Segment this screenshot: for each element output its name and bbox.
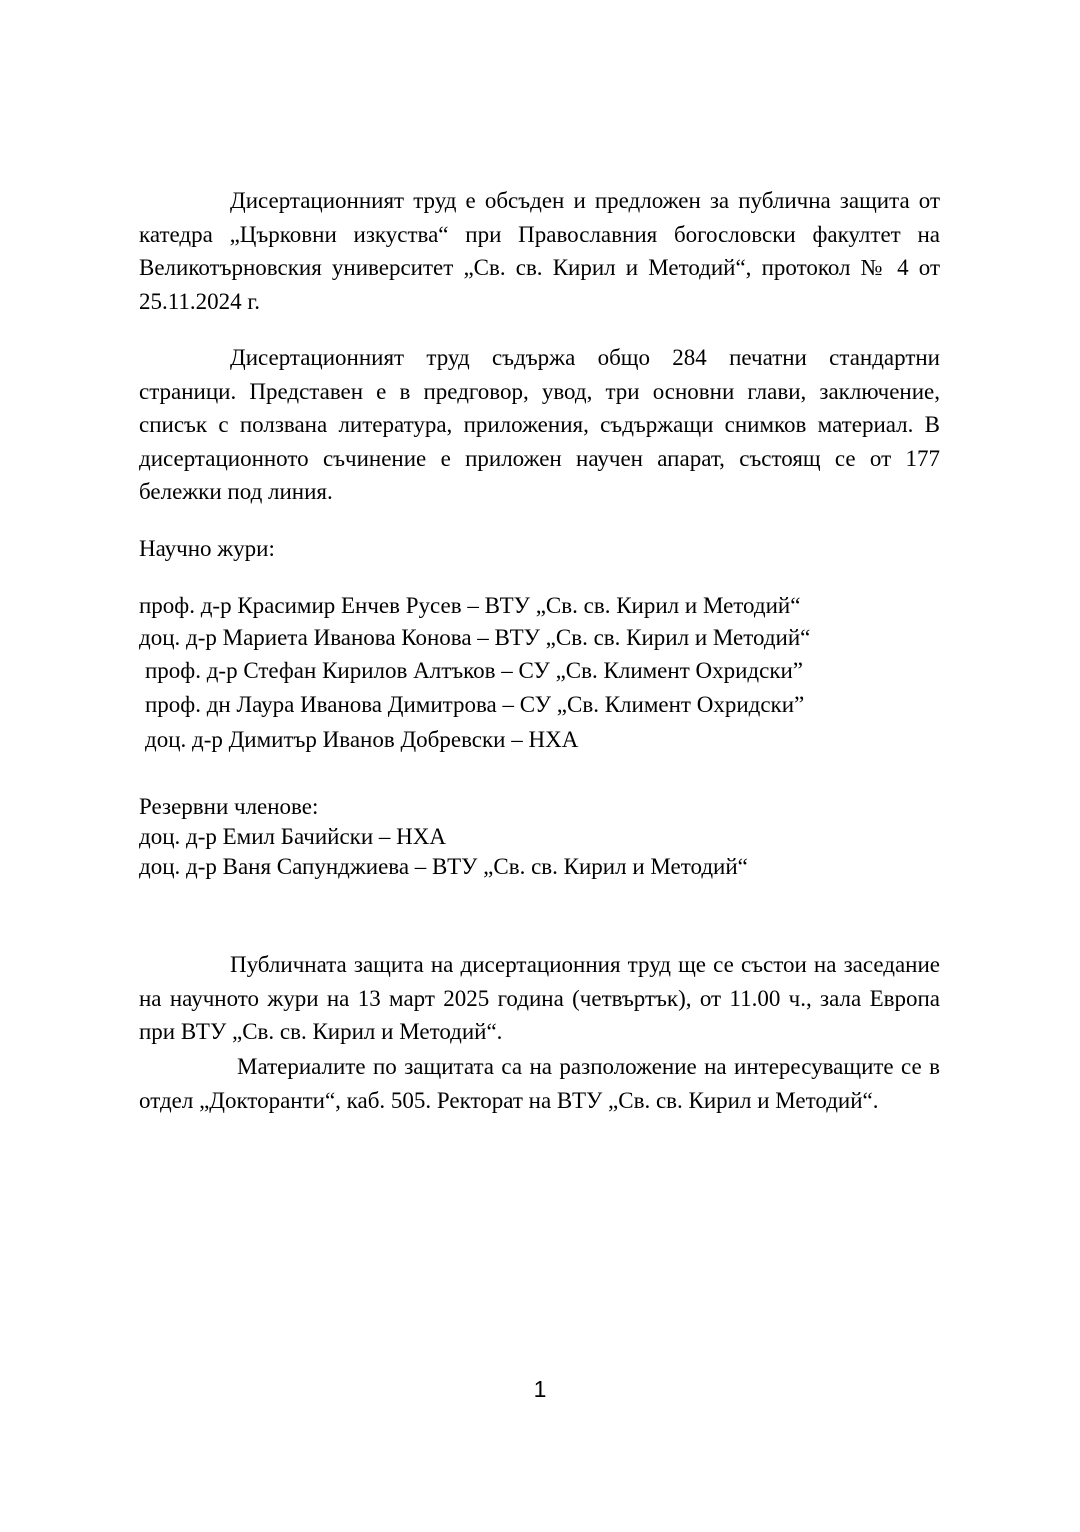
paragraph-materials: Материалите по защитата са на разположение на интересуващите се в отдел „Докторанти“, каб. 505. Ректорат на ВТУ „Св. св. Кирил и Методий“. (139, 1054, 940, 1113)
jury-member: проф. д-р Красимир Енчев Русев – ВТУ „Св. св. Кирил и Методий“ (139, 593, 801, 618)
paragraph-discussion: Дисертационният труд е обсъден и предложен за публична защита от катедра „Църковни изкуства“ при Православния богословски факултет на Великотърновския университет „Св. св. Кирил и Методий“, протокол № 4 от 25.11.2024 г. (139, 188, 940, 314)
jury-heading: Научно жури: (139, 536, 275, 561)
reserve-member: доц. д-р Ваня Сапунджиева – ВТУ „Св. св. Кирил и Методий“ (139, 854, 748, 879)
paragraph-public-defense: Публичната защита на дисертационния труд ще се състои на заседание на научното жури на 13 март 2025 година (четвъртък), от 11.00 ч., зала Европа при ВТУ „Св. св. Кирил и Методий“. (139, 952, 940, 1044)
jury-member: доц. д-р Мариета Иванова Конова – ВТУ „Св. св. Кирил и Методий“ (139, 625, 811, 650)
reserve-member: доц. д-р Емил Бачийски – НХА (139, 824, 446, 849)
jury-member: проф. д-р Стефан Кирилов Алтъков – СУ „Св. Климент Охридски” (145, 658, 804, 683)
paragraph-contents: Дисертационният труд съдържа общо 284 печатни стандартни страници. Представен е в предговор, увод, три основни глави, заключение, списък с ползвана литература, приложения, съдържащи снимков материал. В дисертационното съчинение е приложен научен апарат, състоящ се от 177 бележки под линия. (139, 345, 940, 504)
reserve-heading: Резервни членове: (139, 794, 319, 819)
page-number: 1 (533, 1376, 547, 1402)
jury-member: проф. дн Лаура Иванова Димитрова – СУ „Св. Климент Охридски” (145, 692, 805, 717)
jury-member: доц. д-р Димитър Иванов Добревски – НХА (145, 727, 579, 752)
